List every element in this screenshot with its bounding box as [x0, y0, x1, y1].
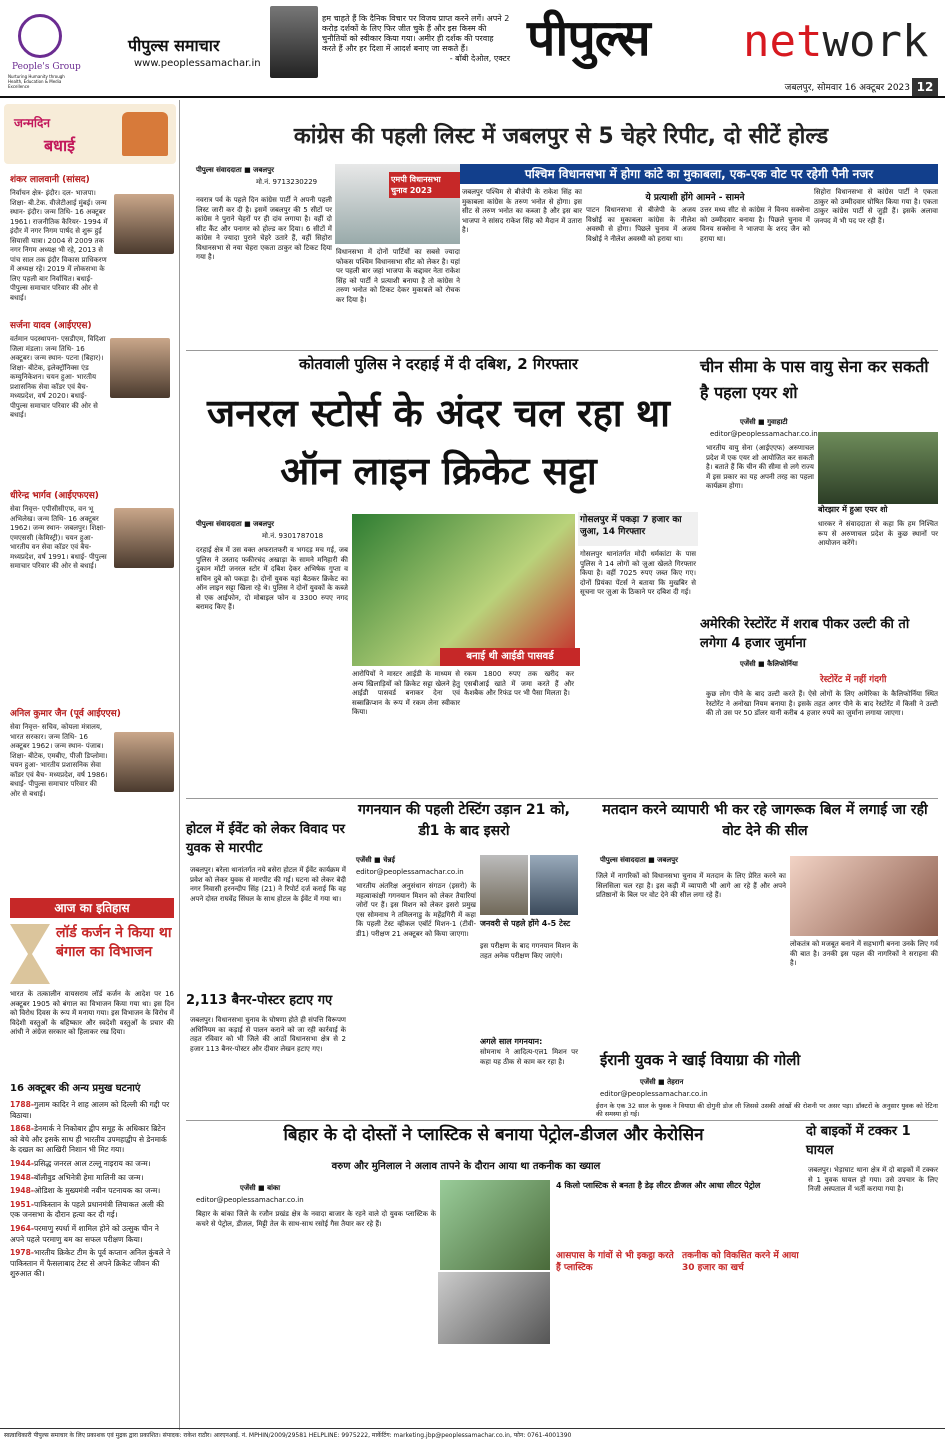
iran-byline: एजेंसी ■ तेहरान	[640, 1078, 684, 1086]
brand-hindi: पीपुल्स	[527, 8, 650, 67]
banner-body: जबलपुर। विधानसभा चुनाव के घोषणा होते ही संपत्ति विरूपण अधिनियम का कड़ाई से पालन कराने को जा रही कार्रवाई के तहत रविवार को भी जिले की आठों विधानसभा क्षेत्र से 2 हजार 113 बैनर-पोस्टर और दीवार लेखन हटाए गए।	[190, 1016, 346, 1053]
bihar-email[interactable]: editor@peoplessamachar.co.in	[196, 1196, 304, 1204]
usa-body: कुछ लोग पीने के बाद उल्टी करते हैं। ऐसे लोगों के लिए अमेरिका के कैलिफोर्निया स्थित रेस्टोरेंट ने अनोखा नियम बनाया है। इसके तहत अगर पीने के बाद रेस्टोरेंट में किसी ने उल्टी की तो उस पर 50 डॉलर यानी करीब 4 हजार रुपये का जुर्माना लगाया जाएगा।	[706, 690, 938, 717]
hotel-headline: होटल में ईवेंट को लेकर विवाद पर युवक से मारपीट	[186, 822, 345, 856]
dateline: जबलपुर, सोमवार 16 अक्टूबर 2023	[784, 83, 910, 93]
gambling-body: गोसलपुर थानांतर्गत मोदी धर्मकांटा के पास पुलिस ने 14 लोगों को जुआ खेलते गिरफ्तार किया है। वहीं 7025 रुपए जब्त किए गए। दोनों प्रियंका पेंटर्स ने बताया कि मुखबिर से सूचना पर जुआ के ठिकाने पर दबिश दी गई।	[580, 550, 696, 596]
apparatus-image	[438, 1272, 550, 1344]
divider	[186, 350, 938, 351]
cricket-byline: पीपुल्स संवाददाता ■ जबलपुर	[196, 520, 274, 528]
event-year: 1948-	[10, 1172, 34, 1182]
history-header: आज का इतिहास	[10, 898, 174, 918]
iran-email[interactable]: editor@peoplessamachar.co.in	[600, 1090, 708, 1098]
cricket-mobile: मो.नं. 9301787018	[262, 532, 324, 540]
avatar	[114, 194, 174, 254]
gaganyaan-body: भारतीय अंतरिक्ष अनुसंधान संगठन (इसरो) के महत्वाकांक्षी गगनयान मिशन को लेकर तैयारियां जोरों पर हैं। इस मिशन को लेकर इसरो प्रमुख एस सोमनाथ ने तमिलनाडु के महेंद्रगिरी में कहा कि पहली टेस्ट व्हीकल एबॉर्ट मिशन-1 (टीवी-डी1) परीक्षण 21 अक्टूबर को किया जाएगा।	[356, 882, 476, 938]
person-name: अनिल कुमार जैन (पूर्व आईएएस)	[10, 709, 121, 719]
event-text: परमाणु स्पर्धा में शामिल होने को उत्सुक चीन ने अपने पहले परमाणु बम का सफल परीक्षण किया।	[10, 1223, 159, 1244]
china-headline: चीन सीमा के पास वायु सेना कर सकती है पहला एयर शो	[700, 357, 929, 402]
lead-headline: कांग्रेस की पहली लिस्ट में जबलपुर से 5 चेहरे रिपीट, दो सीटें होल्ड	[293, 124, 829, 149]
bihar-subhead: वरुण और मुनिलाल ने अलाव तापने के दौरान आया था तकनीक का ख्याल	[331, 1161, 601, 1172]
brand-work: work	[822, 16, 929, 67]
event-year: 1948-	[10, 1186, 34, 1196]
voting-body: जिले में नागरिकों को विधानसभा चुनाव में मतदान के लिए प्रेरित करने का सिलसिला चल रहा है। इस कड़ी में व्यापारी भी आगे आ रहे हैं और अपने प्रतिष्ठानों के बिल पर वोट देने की सील लगा रहे हैं।	[596, 872, 786, 899]
birthday-title-1: जन्मदिन	[14, 116, 51, 130]
person-2	[10, 318, 176, 483]
lead-col-1: नवरात्र पर्व के पहले दिन कांग्रेस पार्टी ने अपनी पहली लिस्ट जारी कर दी है। इसमें जबलपुर की 5 सीटों पर कांग्रेस ने पुराने चेहरों पर ही दांव लगाया है। वहीं दो सीट कैंट और पनागर को होल्ड कर दिया। 6 सीटों में कांग्रेस ने ज्यादा पुराने चेहरे उतारे हैं, वहीं सिहोरा विधानसभा से नया चेहरा एकता ठाकुर को टिकट दिया गया है।	[196, 196, 332, 261]
event-text: भारतीय क्रिकेट टीम के पूर्व कप्तान अनिल कुंबले ने पाकिस्तान में फैसलाबाद टेस्ट से अपने क्रिकेट जीवन की शुरुआत की।	[10, 1248, 171, 1279]
event-text: ओडिशा के मुख्यमंत्री नवीन पटनायक का जन्म।	[34, 1186, 161, 1196]
person-name: धीरेन्द्र भार्गव (आईएफएस)	[10, 491, 99, 501]
event-text: प्रसिद्ध जनरल आल टल्लू नाइराय का जन्म।	[34, 1158, 151, 1168]
ballot-image	[335, 164, 460, 244]
group-tagline: Nurturing Humanity through Health, Education & Media Excellence	[8, 74, 65, 89]
lead-col-2: विधानसभा में दोनों पार्टियों का सबसे ज्यादा फोकस पश्चिम विधानसभा सीट को लेकर है। यहां पर पहली बार जहां भाजपा के कद्दावर नेता राकेश सिंह को पार्टी ने प्रत्याशी बनाया है तो कांग्रेस ने तरुण भनोत को टिकट देकर मुकाबले को रोचक कर दिया है।	[336, 248, 460, 304]
china-byline: एजेंसी ■ गुवाहाटी	[740, 418, 788, 426]
usa-byline: एजेंसी ■ कैलिफोर्निया	[740, 660, 798, 668]
person-bio: सेवा निवृत्त- सचिव, कोयला मंत्रालय, भारत सरकार। जन्म तिथि- 16 अक्टूबर 1962। जन्म स्थान- पंजाब। शिक्षा- बीटेक, एमबीए, पीजी डिप्लोमा। चयन हुआ- भारतीय प्रशासनिक सेवा कॉडर एवं बैच- मध्यप्रदेश, वर्ष 1986। बधाई- पीपुल्स समाचार परिवार की ओर से बधाई।	[10, 723, 108, 798]
page-number: 12	[912, 78, 938, 96]
iran-headline: ईरानी युवक ने खाई वियाग्रा की गोली	[600, 1051, 801, 1069]
gaganyaan-subhead: जनवरी से पहले होंगे 4-5 टेस्ट	[480, 919, 571, 928]
iran-body: ईरान के एक 32 साल के युवक ने वियाग्रा की दोगुनी डोज ली जिससे उसकी आंखों की रोशनी पर असर पड़ा। डॉक्टरों के अनुसार युवक को रेटिना की समस्या हो गई।	[596, 1102, 938, 1118]
birthday-title-2: बधाई	[44, 136, 75, 155]
quote-box	[322, 14, 510, 80]
lead-mobile: मो.नं. 9713230229	[256, 178, 318, 186]
list-item	[10, 1159, 174, 1170]
events-header: 16 अक्टूबर की अन्य प्रमुख घटनाएं	[10, 1083, 141, 1094]
header-divider	[0, 96, 945, 98]
event-year: 1951-	[10, 1199, 34, 1209]
list-item	[10, 1186, 174, 1197]
cricket-body-3: रकम 1800 रुपए तक खरीद कर एसबीआई खाते में जमा करते हैं और कैशबैक और रिफंड पर भी पैसा मिलता है।	[464, 670, 574, 697]
usa-subhead: रेस्टोरेंट में नहीं गंदगी	[820, 675, 887, 685]
lead-subhead: ये प्रत्याशी होंगे आमने - सामने	[645, 193, 745, 203]
imprint-footer: स्वत्वाधिकारी पीपुल्स समाचार के लिए प्रकाशक एवं मुद्रक द्वारा प्रकाशित। संपादक: राकेश राठौर। आरएनआई. नं. MPHIN/2009/29581 HELPLINE: 9975222, मार्केटिंग: marketing.jbp@peoplessamachar.co.in, फोन: 0761-4001390	[0, 1428, 945, 1445]
voting-byline: पीपुल्स संवाददाता ■ जबलपुर	[600, 856, 678, 864]
voting-headline: मतदान करने व्यापारी भी कर रहे जागरूक बिल में लगाई जा रही वोट देने की सील	[602, 802, 928, 839]
bihar-headline: बिहार के दो दोस्तों ने प्लास्टिक से बनाया पेट्रोल-डीजल और केरोसिन	[283, 1125, 704, 1145]
lead-col-3: जबलपुर पश्चिम से बीजेपी के राकेश सिंह का मुकाबला कांग्रेस के तरुण भनोत से होगा। इस सीट से तरुण भनोत का कब्जा है और इस बार भाजपा ने सांसद राकेश सिंह को मैदान में उतारा है।	[462, 188, 582, 234]
bihar-byline: एजेंसी ■ बांका	[240, 1184, 281, 1192]
avatar	[110, 338, 170, 398]
brand-title	[515, 2, 940, 82]
avatar	[114, 732, 174, 792]
ink-finger-image	[790, 856, 938, 936]
person-name: सर्जना यादव (आईएएस)	[10, 321, 92, 331]
event-text: गुलाम कादिर ने शाह आलम को दिल्ली की गद्दी पर बिठाया।	[10, 1100, 170, 1120]
bike-body: जबलपुर। भेड़ाघाट थाना क्षेत्र में दो बाइकों में टक्कर से 1 युवक घायल हो गया। उसे उपचार के लिए निजी अस्पताल में भर्ती कराया गया है।	[808, 1166, 938, 1193]
list-item	[10, 1173, 174, 1184]
cricket-bat-image	[352, 514, 575, 666]
west-seat-bar: पश्चिम विधानसभा में होगा कांटे का मुकाबला, एक-एक वोट पर रहेगी पैनी नजर	[460, 164, 938, 184]
event-year: 1964-	[10, 1223, 34, 1233]
event-text: पाकिस्तान के पहले प्रधानमंत्री लियाकत अली की एक जनसभा के दौरान हत्या कर दी गई।	[10, 1199, 164, 1220]
cricket-body-2: आरोपियों ने मास्टर आईडी के माध्यम से अन्य खिलाड़ियों को क्रिकेट सट्टा खेलने हेतु आईडी पासवर्ड बनाकर देना एवं सब्सक्रिप्शन के रूप में रकम लेना स्वीकार किया।	[352, 670, 460, 716]
china-email[interactable]: editor@peoplessamachar.co.in	[710, 430, 818, 438]
divider	[186, 1120, 938, 1121]
person-3	[10, 488, 176, 628]
bihar-subhead-1: आसपास के गांवों से भी इकट्ठा करते हैं प्लास्टिक	[556, 1251, 674, 1273]
china-body-2: धारकर ने संवाददाता से कहा कि हम निश्चित रूप से अरुणाचल प्रदेश के कुछ स्थानों पर आयोजन करेंगे।	[818, 520, 938, 547]
voting-body-2: लोकतंत्र को मजबूत बनाने में सहभागी बनना उनके लिए गर्व की बात है। उनकी इस पहल की नागरिकों ने सराहना की है।	[790, 940, 939, 967]
event-year: 1978-	[10, 1248, 34, 1258]
avatar	[114, 508, 174, 568]
quote-author: - बॉबी देओल, एक्टर	[449, 54, 510, 63]
cricket-headline: जनरल स्टोर्स के अंदर चल रहा था ऑन लाइन क्रिकेट सट्टा	[207, 391, 670, 493]
brand-network	[743, 16, 928, 67]
birthday-banner	[4, 104, 176, 164]
lead-col-6: सिहोरा विधानसभा से कांग्रेस पार्टी ने एकता ठाकुर को उम्मीदवार घोषित किया गया है। एकता ठाकुर कांग्रेस पार्टी से जुड़ी हैं। इसके अलावा जनपद में भी पद पर रही हैं।	[814, 188, 938, 225]
usa-headline: अमेरिकी रेस्टोरेंट में शराब पीकर उल्टी की तो लगेगा 4 हजार जुर्माना	[700, 617, 910, 651]
masthead-left	[8, 6, 261, 89]
list-item	[10, 1248, 174, 1280]
airshow-image	[818, 432, 938, 504]
list-item	[10, 1124, 174, 1156]
gaganyaan-headline: गगनयान की पहली टेस्टिंग उड़ान 21 को, डी1 के बाद इसरो	[358, 802, 570, 839]
person-bio: निर्वाचन क्षेत्र- इंदौर। दल- भाजपा। शिक्षा- बी.टेक. वीजेटीआई मुंबई। जन्म स्थान- इंदौर। जन्म तिथि- 16 अक्टूबर 1961। राजनीतिक कैरियर- 1994 में इंदौर में नगर निगम पार्षद से शुरू हुई सियासी यात्रा। 2004 से 2009 तक नगर निगम अध्यक्ष भी रहे, 2013 से पांच साल तक इंदौर विकास प्राधिकरण में अध्यक्ष रहे। 2019 में लोकसभा के लिए पहली बार निर्वाचित। बधाई- पीपुल्स समाचार परिवार की ओर से बधाई।	[10, 189, 108, 302]
ballot-caption: एमपी विधानसभा चुनाव 2023	[389, 172, 460, 198]
banner-headline: 2,113 बैनर-पोस्टर हटाए गए	[186, 993, 333, 1008]
bihar-box-head: 4 किलो प्लास्टिक से बनता है डेढ़ लीटर डीजल और आधा लीटर पेट्रोल	[556, 1181, 761, 1190]
list-item	[10, 1224, 174, 1245]
lead-col-5: उत्तर मध्य सीट से कांग्रेस ने विनय सक्सेना को उम्मीदवार बनाया है। पिछले चुनाव में विनय सक्सेना ने भाजपा के शरद जैन को हराया था।	[700, 206, 810, 243]
cricket-kicker: कोतवाली पुलिस ने दरहाई में दी दबिश, 2 गिरफ्तार	[298, 355, 579, 373]
group-name: People's Group	[12, 62, 81, 72]
bihar-subhead-2: तकनीक को विकसित करने में आया 30 हजार का खर्च	[682, 1251, 799, 1273]
gaganyaan-body-2: इस परीक्षण के बाद गगनयान मिशन के तहत अनेक परीक्षण किए जाएंगे।	[480, 942, 578, 960]
website[interactable]: www.peoplessamachar.in	[134, 58, 261, 69]
actor-photo	[270, 6, 318, 78]
rocket-image	[480, 855, 528, 915]
events-list	[10, 1100, 174, 1420]
person-4	[10, 706, 176, 866]
bihar-body: बिहार के बांका जिले के रजौन प्रखंड क्षेत्र के नवादा बाजार के रहने वाले दो युवक प्लास्टिक के कचरे से पेट्रोल, डीजल, मिट्टी तेल के साथ-साथ रसोई गैस तैयार कर रहे हैं।	[196, 1210, 436, 1228]
gambling-headline: गोसलपुर में पकड़ा 7 हजार का जुआ, 14 गिरफ्तार	[578, 512, 698, 546]
isro-chief-image	[530, 855, 578, 915]
person-bio: सेवा निवृत्त- एपीसीसीएफ, वन भू अभिलेख। जन्म तिथि- 16 अक्टूबर 1962। जन्म स्थान- जबलपुर। शिक्षा- एमएससी (केमिस्ट्री)। चयन हुआ- भारतीय वन सेवा कॉडर एवं बैच- मध्यप्रदेश, वर्ष 1991। बधाई- पीपुल्स समाचार परिवार की ओर से बधाई।	[10, 505, 107, 570]
airshow-caption: बोरझार में हुआ एयर शो	[818, 505, 888, 514]
gaganyaan-email[interactable]: editor@peoplessamachar.co.in	[356, 868, 464, 876]
quote-text: हम चाहते हैं कि दैनिक विचार पर विजय प्राप्त करने लगें। अपने 2 करोड़ दर्शकों के लिए फिर जीत चुके हैं और इस किस्म की चुनौतियों को स्वीकार किया गया। अमीर ही दर्शक की परवाह करते हैं और हर दिशा में आदर्श बनाए जा सकते हैं।	[322, 14, 510, 53]
cricket-body: दरहाई क्षेत्र में उस वक्त अफरातफरी व भगदड़ मच गई, जब पुलिस ने उस्ताद फकीरचंद अखाड़ा के सामने मनिहारी की दुकान मोंटी जनरल स्टोर में दबिश देकर अभिषेक गुप्ता व सचिन दुबे को पकड़ा है। दोनों युवक यहां बैठकर क्रिकेट का ऑन लाइन सट्टा खिला रहे थे। पुलिस ने दोनों युवकों के कब्जे से एक आईफोन, दो मोबाइल फोन व 3300 रुपए नगद बरामद किए हैं।	[196, 546, 348, 611]
bike-headline: दो बाइकों में टक्कर 1 घायल	[806, 1124, 911, 1158]
list-item	[10, 1100, 174, 1121]
event-text: डेनमार्क ने निकोबार द्वीप समूह के अधिकार ब्रिटेन को बेचे और इसके साथ ही भारतीय उपमहाद्वीप से डेनमार्क के दखल का आखिरी निशान भी मिट गया।	[10, 1124, 167, 1155]
gaganyaan-subhead-2: अगले साल गगनयान:	[480, 1037, 543, 1046]
divider	[186, 798, 938, 799]
gaganyaan-body-3: सोमनाथ ने आदित्य-एल1 मिशन पर कहा यह ठीक से काम कर रहा है।	[480, 1048, 578, 1066]
event-text: बॉलीवुड अभिनेत्री हेमा मालिनी का जन्म।	[34, 1172, 144, 1182]
person-bio: वर्तमान पदस्थापना- एसडीएम, विदिशा जिला मंडला। जन्म तिथि- 16 अक्टूबर। जन्म स्थान- पटना (बिहार)। शिक्षा- बीटेक, इलेक्ट्रॉनिक्स एंड कम्युनिकेशन। चयन हुआ- भारतीय प्रशासनिक सेवा कॉडर एवं बैच- मध्यप्रदेश, वर्ष 2020। बधाई- पीपुल्स समाचार परिवार की ओर से बधाई।	[10, 335, 106, 419]
person-name: शंकर लालवानी (सांसद)	[10, 175, 90, 185]
event-year: 1868-	[10, 1124, 34, 1134]
flower-basket-icon	[122, 112, 168, 156]
history-title: लॉर्ड कर्जन ने किया था बंगाल का विभाजन	[56, 925, 172, 960]
gaganyaan-byline: एजेंसी ■ चेन्नई	[356, 856, 395, 864]
lead-col-4: पाटन विधानसभा से बीजेपी के अजय विश्नोई का मुकाबला कांग्रेस के नीलेश अवस्थी से होगा। पिछले चुनाव में अजय विश्नोई ने नीलेश अवस्थी को हराया था।	[586, 206, 696, 243]
china-body: भारतीय वायु सेना (आईएएफ) अरुणाचल प्रदेश में एक एयर शो आयोजित कर सकती है। बताते हैं कि चीन की सीमा से लगे राज्य में इस प्रकार का यह अपनी तरह का पहला कार्यक्रम होगा।	[706, 444, 814, 490]
paper-title: पीपुल्स समाचार	[128, 36, 220, 55]
event-year: 1944-	[10, 1158, 34, 1168]
person-1	[10, 172, 176, 312]
hotel-body: जबलपुर। बरेला थानांतर्गत नये बसेरा होटल में ईवेंट कार्यक्रम में प्रवेश को लेकर युवक से मारपीट की गई। घटना को लेकर बेदी नगर निवासी हरनन्दीप सिंह (21) ने रिपोर्ट दर्ज कराई कि वह अपने दोस्त राघवेंद्र सिंघल के साथ होटल के ईवेंट में गया था।	[190, 866, 346, 903]
peoples-group-logo	[18, 14, 62, 58]
list-item	[10, 1200, 174, 1221]
history-body: भारत के तत्कालीन वायसराय लॉर्ड कर्जन के आदेश पर 16 अक्टूबर 1905 को बंगाल का विभाजन किया गया था। इस दिन को विरोध दिवस के रूप में मनाया गया। इस विभाजन के विरोध में विदेशी वस्तुओं के बहिष्कार और स्वदेशी वस्तुओं के प्रचार की आंधी ने अंग्रेज सरकार को हिलाकर रख दिया।	[10, 990, 174, 1036]
lead-byline: पीपुल्स संवाददाता ■ जबलपुर	[196, 166, 274, 174]
cricket-image-caption: बनाई थी आईडी पासवर्ड	[440, 648, 580, 666]
brand-net: net	[743, 16, 823, 67]
bihar-youths-image	[440, 1180, 550, 1270]
event-year: 1788-	[10, 1100, 34, 1109]
